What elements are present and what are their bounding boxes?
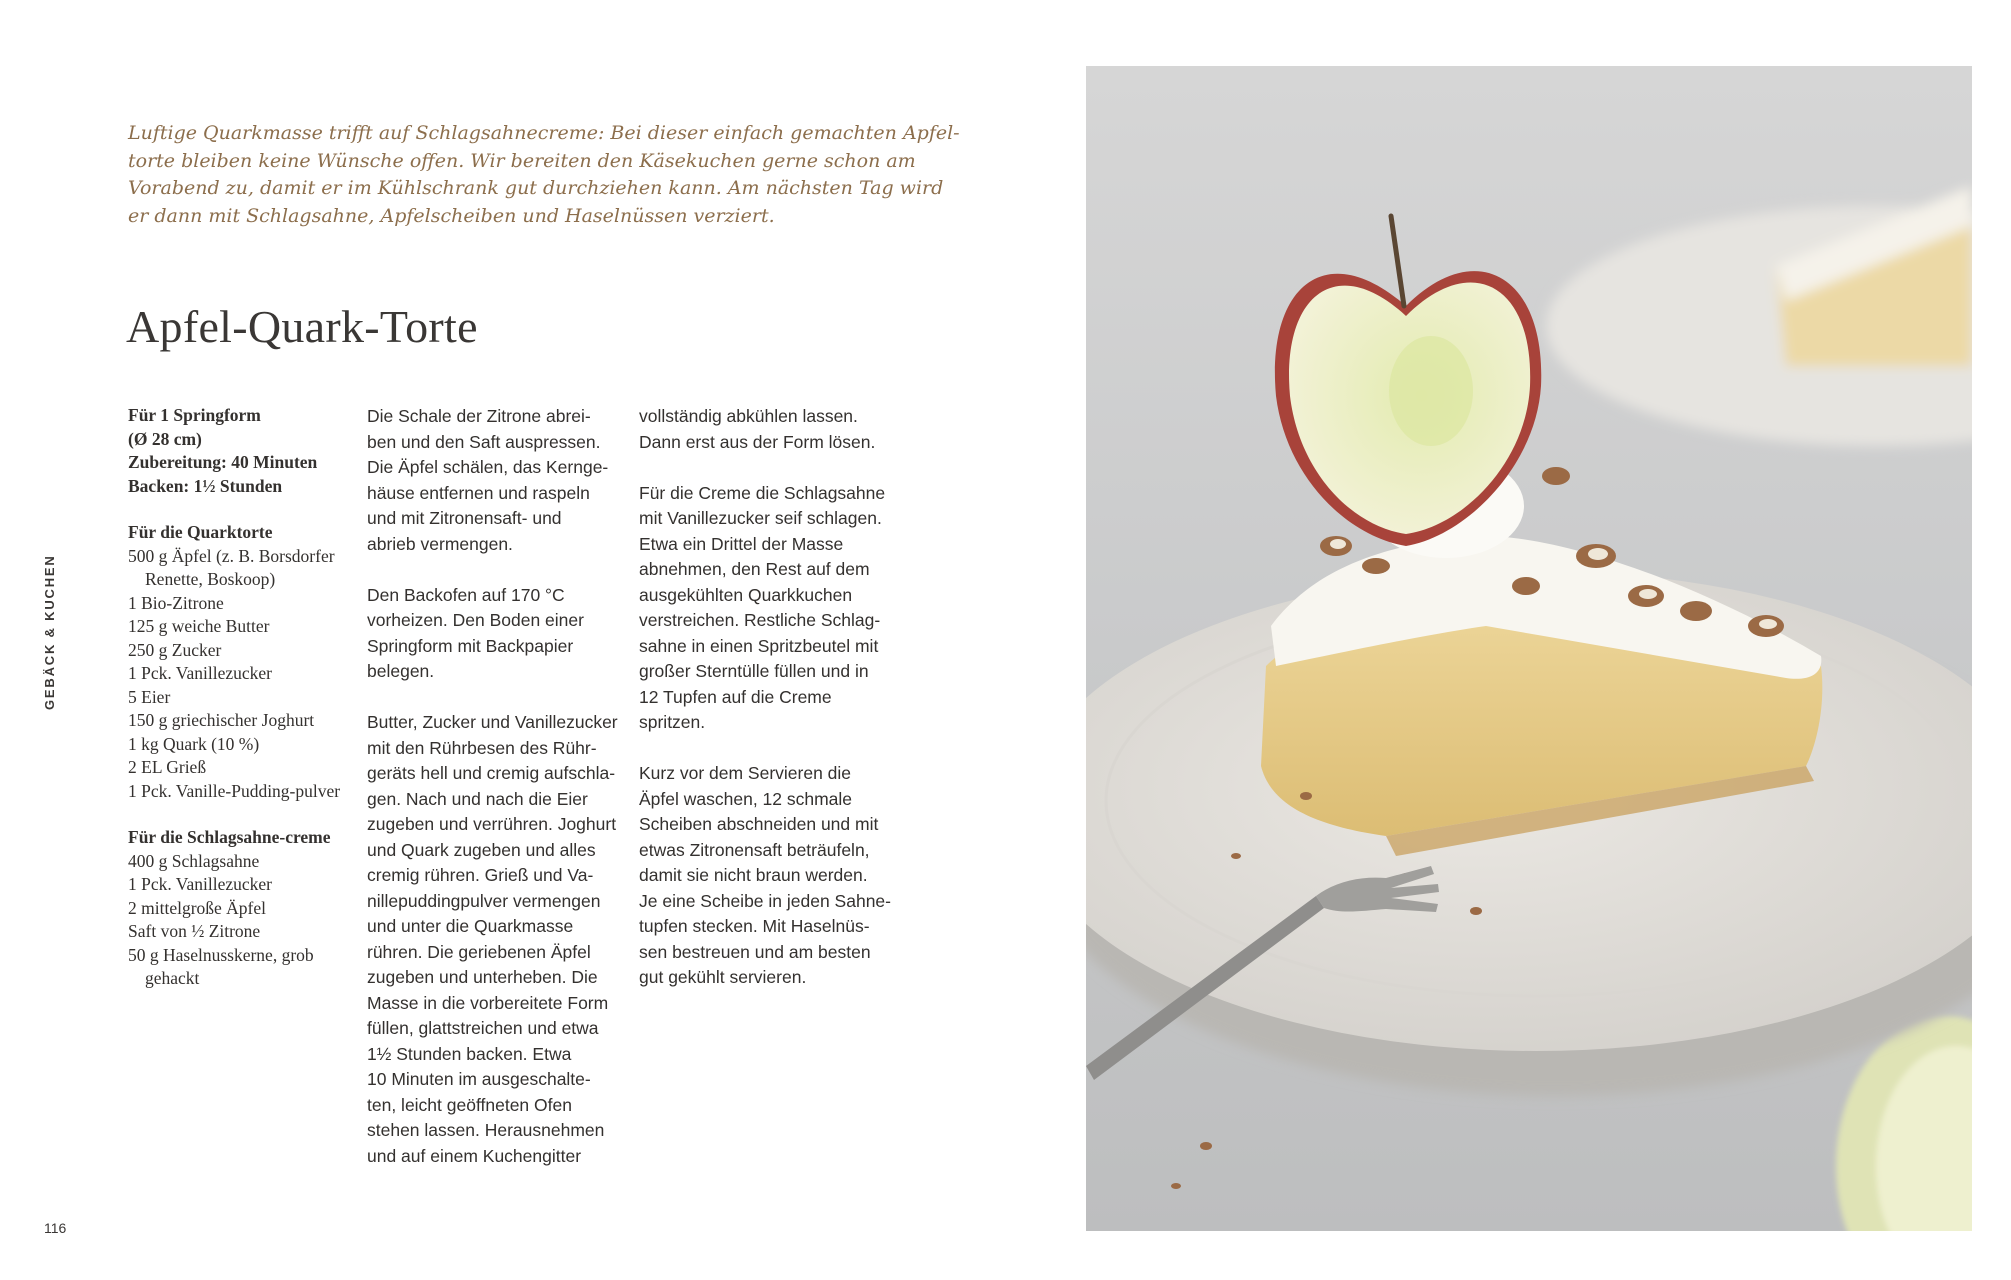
method-line: geräts hell und cremig aufschla-: [367, 763, 616, 783]
method-line: zugeben und unterheben. Die: [367, 967, 598, 987]
recipe-title: Apfel-Quark-Torte: [126, 301, 478, 352]
yield: Für 1 Springform: [128, 405, 261, 425]
ingredient-item: 5 Eier: [128, 686, 171, 707]
method-line: Scheiben abschneiden und mit: [639, 814, 879, 834]
method-line: sen bestreuen und am besten: [639, 941, 871, 962]
method-step: [367, 583, 629, 685]
method-step: [639, 761, 901, 991]
method-line: 12 Tupfen auf die Creme: [639, 686, 832, 707]
method-step: [367, 404, 629, 557]
photo-illustration: [1086, 66, 1972, 1231]
method-line: damit sie nicht braun werden.: [639, 865, 868, 885]
ingredient-item: 400 g Schlagsahne: [128, 850, 260, 871]
method-line: Masse in die vorbereitete Form: [367, 992, 609, 1013]
method-step: [367, 710, 629, 1169]
method-line: spritzen.: [639, 712, 706, 732]
intro-line: er dann mit Schlagsahne, Apfelscheiben und Haselnüssen verziert.: [128, 204, 775, 227]
method-line: und auf einem Kuchengitter: [367, 1145, 582, 1166]
method-line: Die Schale der Zitrone abrei-: [367, 406, 591, 426]
form-size: (Ø 28 cm): [128, 428, 202, 449]
ingredient-item: 250 g Zucker: [128, 639, 222, 660]
method-step: [639, 481, 901, 736]
method-line: abrieb vermengen.: [367, 533, 513, 554]
method-line: mit den Rührbesen des Rühr-: [367, 737, 597, 758]
ingredient-item: 2 EL Grieß: [128, 757, 207, 777]
method-line: nillepuddingpulver vermengen: [367, 890, 601, 911]
method-line: belegen.: [367, 661, 435, 681]
ingredient-group-schlagsahnecreme: [128, 826, 358, 991]
ingredient-item: 1 kg Quark (10 %): [128, 733, 260, 754]
method-line: Den Backofen auf 170 °C: [367, 584, 565, 605]
method-line: Etwa ein Drittel der Masse: [639, 533, 844, 554]
method-line: Dann erst aus der Form lösen.: [639, 431, 876, 452]
intro-line: Luftige Quarkmasse trifft auf Schlagsahnecreme: Bei dieser einfach gemachten Apfel-: [128, 122, 960, 144]
ingredient-group-quarktorte: [128, 521, 358, 803]
method-line: tupfen stecken. Mit Haselnüs-: [639, 916, 870, 936]
ingredient-group-title: Für die Quarktorte: [128, 522, 273, 542]
method-line: ben und den Saft auspressen.: [367, 431, 601, 452]
ingredients-column: [128, 404, 358, 1014]
method-line: Für die Creme die Schlagsahne: [639, 482, 886, 503]
method-line: Je eine Scheibe in jeden Sahne-: [639, 890, 891, 911]
ingredient-item: 1 Pck. Vanillezucker: [128, 874, 273, 894]
cheesecake-slice-photo: [1086, 66, 1972, 1231]
intro-line: torte bleiben keine Wünsche offen. Wir bereiten den Käsekuchen gerne schon am: [128, 149, 916, 172]
method-line: verstreichen. Restliche Schlag-: [639, 610, 881, 630]
method-line: vorheizen. Den Boden einer: [367, 610, 584, 630]
method-line: etwas Zitronensaft beträufeln,: [639, 839, 870, 860]
method-line: sahne in einen Spritzbeutel mit: [639, 635, 879, 656]
ingredient-item: 2 mittelgroße Äpfel: [128, 897, 267, 918]
method-line: großer Sterntülle füllen und in: [639, 661, 869, 681]
ingredient-group-title: Für die Schlagsahne-creme: [128, 827, 331, 847]
method-line: Die Äpfel schälen, das Kernge-: [367, 457, 609, 477]
method-line: ausgekühlten Quarkkuchen: [639, 584, 853, 605]
method-column-2: [367, 404, 629, 1195]
ingredient-item: 150 g griechischer Joghurt: [128, 710, 315, 730]
method-line: zugeben und verrühren. Joghurt: [367, 814, 617, 834]
method-line: Kurz vor dem Servieren die: [639, 763, 852, 783]
prep-time: Zubereitung: 40 Minuten: [128, 452, 318, 472]
ingredient-item: 1 Pck. Vanillezucker: [128, 663, 273, 683]
method-line: rühren. Die geriebenen Äpfel: [367, 941, 591, 962]
ingredient-item: 500 g Äpfel (z. B. Borsdorfer Renette, Boskoop): [128, 545, 335, 589]
method-line: 10 Minuten im ausgeschalte-: [367, 1069, 591, 1089]
bake-time: Backen: 1½ Stunden: [128, 475, 283, 496]
ingredient-item: Saft von ½ Zitrone: [128, 921, 261, 941]
ingredient-item: 125 g weiche Butter: [128, 616, 270, 636]
method-line: Springform mit Backpapier: [367, 635, 574, 656]
method-line: mit Vanillezucker seif schlagen.: [639, 508, 882, 528]
method-line: und Quark zugeben und alles: [367, 839, 596, 860]
method-step: [639, 404, 901, 455]
method-line: und unter die Quarkmasse: [367, 916, 574, 936]
page-number: 116: [44, 1220, 67, 1236]
section-side-label: GEBÄCK & KUCHEN: [42, 554, 57, 710]
ingredient-item: 1 Pck. Vanille-Pudding-pulver: [128, 780, 341, 801]
method-line: abnehmen, den Rest auf dem: [639, 559, 870, 579]
method-line: Butter, Zucker und Vanillezucker: [367, 712, 618, 732]
method-line: häuse entfernen und raspeln: [367, 482, 590, 503]
method-column-3: [639, 404, 901, 1016]
method-line: gut gekühlt servieren.: [639, 967, 807, 987]
method-line: Äpfel waschen, 12 schmale: [639, 788, 853, 809]
method-line: cremig rühren. Grieß und Va-: [367, 865, 594, 885]
method-line: füllen, glattstreichen und etwa: [367, 1018, 599, 1038]
intro-line: Vorabend zu, damit er im Kühlschrank gut durchziehen kann. Am nächsten Tag wird: [128, 177, 944, 199]
method-line: ten, leicht geöffneten Ofen: [367, 1094, 572, 1115]
ingredient-item: 50 g Haselnusskerne, grob gehackt: [128, 944, 314, 988]
method-line: stehen lassen. Herausnehmen: [367, 1120, 605, 1140]
method-line: 1½ Stunden backen. Etwa: [367, 1043, 572, 1064]
recipe-meta: [128, 404, 358, 498]
intro-paragraph: [128, 120, 960, 230]
method-line: und mit Zitronensaft- und: [367, 508, 562, 528]
method-line: gen. Nach und nach die Eier: [367, 788, 588, 809]
ingredient-item: 1 Bio-Zitrone: [128, 592, 224, 613]
method-line: vollständig abkühlen lassen.: [639, 406, 858, 426]
